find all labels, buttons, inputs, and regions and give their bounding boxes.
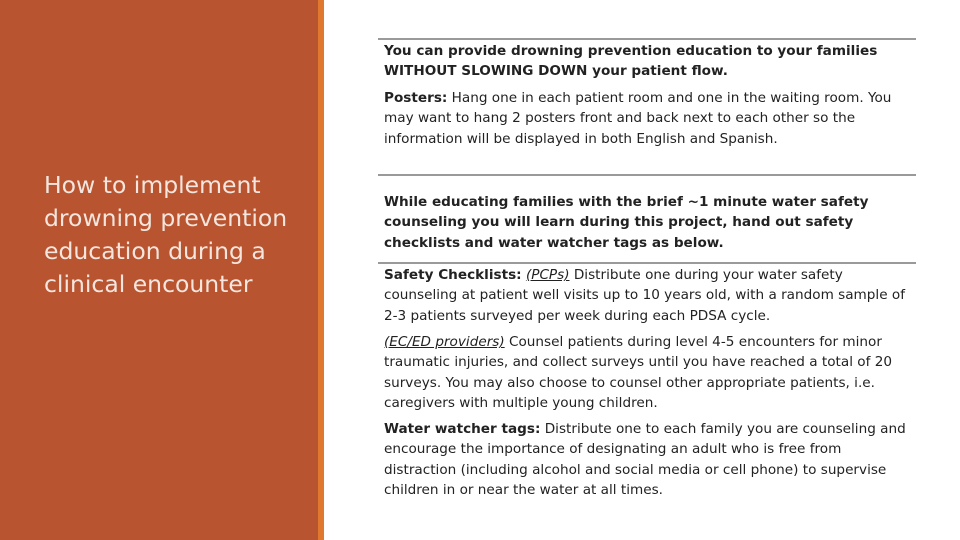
checklists-text: Distribute one during your water safety counseling at patient well visits up to 10 years old, with a random sample of 2-3 patients surveyed per week during each PDSA cycle.: [384, 267, 905, 324]
intro-item: You can provide drowning prevention education to your families WITHOUT SLOWING DOWN your patient flow.: [378, 38, 916, 88]
educating-item: While educating families with the brief ~1 minute water safety counseling you will learn during this project, hand out safety checklists and water watcher tags as below.: [378, 174, 916, 262]
checklists-label: Safety Checklists:: [384, 267, 522, 283]
posters-text: Hang one in each patient room and one in the waiting room. You may want to hang 2 posters front and back next to each other so the information will be displayed in both English and Spanish.: [384, 90, 892, 147]
accent-stripe: [318, 0, 324, 540]
posters-item: [378, 88, 916, 174]
content-list: [378, 38, 916, 499]
checklists-audience: (PCPs): [525, 267, 570, 283]
tags-text: Distribute one to each family you are counseling and encourage the importance of designating an adult who is free from distraction (including alcohol and social media or cell phone) to supervise children in or near the water at all times.: [384, 421, 906, 499]
posters-label: Posters:: [384, 90, 448, 106]
checklists-item: [378, 262, 916, 332]
ec-ed-item: [378, 332, 916, 419]
ec-ed-text: Counsel patients during level 4-5 encounters for minor traumatic injuries, and collect surveys until you have reached a total of 20 surveys. You may also choose to counsel other appropriate patients, i.e. caregivers with multiple young children.: [384, 334, 893, 412]
ec-ed-audience: (EC/ED providers): [384, 334, 505, 350]
slide-title: How to implement drowning prevention education during a clinical encounter: [44, 171, 288, 298]
tags-item: [378, 419, 916, 499]
tags-label: Water watcher tags:: [384, 421, 541, 437]
